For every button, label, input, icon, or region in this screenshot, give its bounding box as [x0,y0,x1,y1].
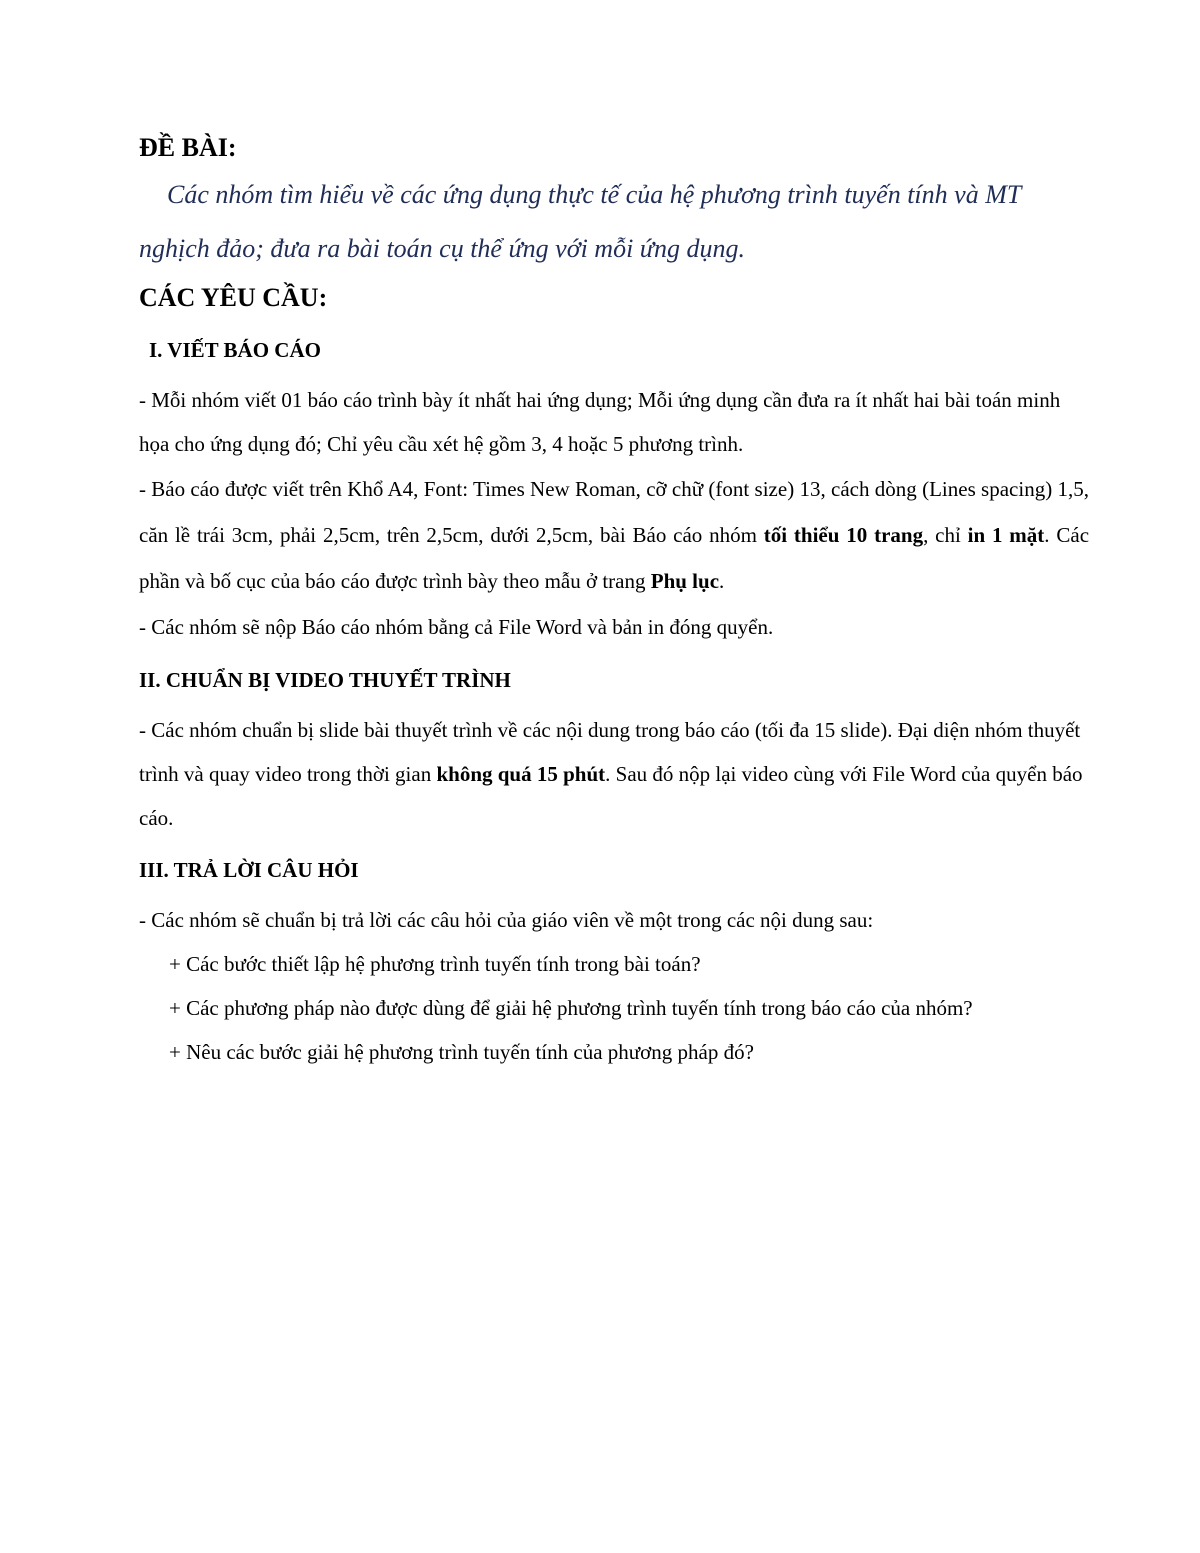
text-run: . Sau đó nộp lại video cùng với File Word của quyển báo cáo. [139,762,1083,830]
bold-print-one-side: in 1 mặt [967,523,1045,547]
section-2-paragraph [139,708,1089,840]
section-1-heading: I. VIẾT BÁO CÁO [149,338,321,362]
question-item-3: + Nêu các bước giải hệ phương trình tuyến tính của phương pháp đó? [169,1040,754,1064]
bold-appendix: Phụ lục [650,569,720,593]
question-item-2: + Các phương pháp nào được dùng để giải hệ phương trình tuyến tính trong báo cáo của nhóm? [169,996,973,1020]
bold-time-limit: không quá 15 phút [436,762,606,786]
text-run: . [719,569,725,593]
text-run: . Các phần và bố cục của báo cáo được trình bày theo mẫu ở trang [139,523,1090,593]
section-1-paragraph-1: - Mỗi nhóm viết 01 báo cáo trình bày ít nhất hai ứng dụng; Mỗi ứng dụng cần đưa ra ít nhất hai bài toán minh họa cho ứng dụng đó; Chỉ yêu cầu xét hệ gồm 3, 4 hoặc 5 phương trình. [139,388,1061,456]
section-1-paragraph-2 [139,466,1089,604]
text-run: - Các nhóm chuẩn bị slide bài thuyết trình về các nội dung trong báo cáo (tối đa 15 slide). Đại diện nhóm thuyết trình và quay video trong thời gian [139,718,1081,786]
document-body [139,128,1089,1074]
text-run: - Báo cáo được viết trên Khổ A4, Font: Times New Roman, cỡ chữ (font size) 13, cách dòng (Lines spacing) 1,5, căn lề trái 3cm, phải 2,5cm, trên 2,5cm, dưới 2,5cm, bài Báo cáo nhóm [139,477,1089,547]
page-title: ĐỀ BÀI: [139,133,237,162]
section-3-intro: - Các nhóm sẽ chuẩn bị trả lời các câu hỏi của giáo viên về một trong các nội dung sau: [139,908,874,932]
question-item-1: + Các bước thiết lập hệ phương trình tuyến tính trong bài toán? [169,952,701,976]
section-1-paragraph-3: - Các nhóm sẽ nộp Báo cáo nhóm bằng cả File Word và bản in đóng quyển. [139,615,774,639]
requirements-title: CÁC YÊU CẦU: [139,283,328,312]
bold-min-pages: tối thiểu 10 trang [763,523,924,547]
section-3-heading: III. TRẢ LỜI CÂU HỎI [139,858,359,882]
task-statement: Các nhóm tìm hiểu về các ứng dụng thực tế của hệ phương trình tuyến tính và MT nghịch đảo; đưa ra bài toán cụ thể ứng với mỗi ứng dụng. [139,180,1021,263]
section-2-heading: II. CHUẨN BỊ VIDEO THUYẾT TRÌNH [139,668,511,692]
text-run: , chỉ [923,523,968,547]
